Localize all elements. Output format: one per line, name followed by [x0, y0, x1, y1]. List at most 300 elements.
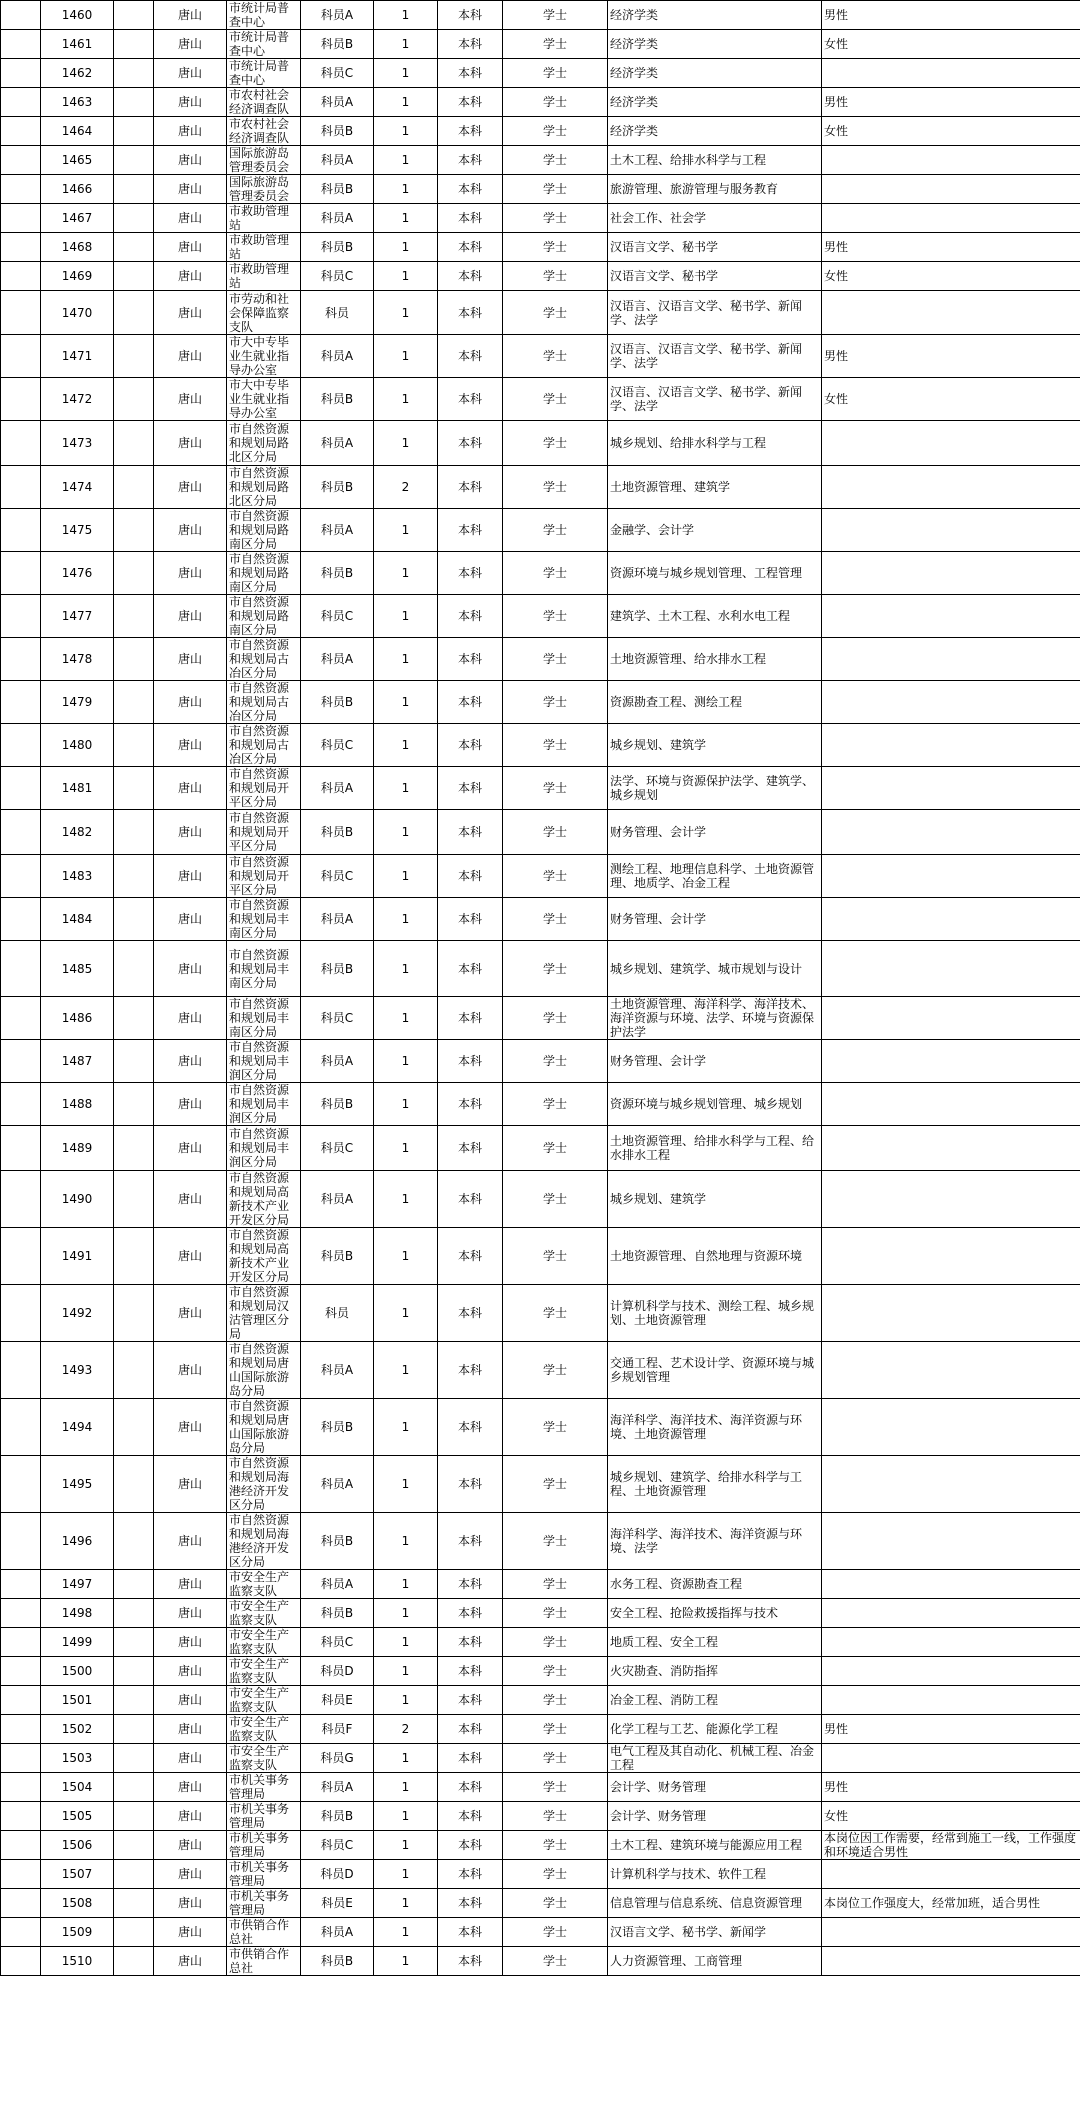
cell-blank — [1, 59, 41, 88]
cell-education: 本科 — [438, 146, 503, 175]
cell-conditions — [822, 767, 1080, 810]
cell-id: 1461 — [41, 30, 114, 59]
cell-conditions — [822, 1947, 1080, 1976]
cell-city: 唐山 — [154, 595, 227, 638]
cell-conditions — [822, 59, 1080, 88]
cell-post: 科员B — [301, 1228, 374, 1285]
cell-education: 本科 — [438, 1889, 503, 1918]
cell-education: 本科 — [438, 855, 503, 898]
table-body — [1, 1, 1080, 1976]
cell-education: 本科 — [438, 898, 503, 941]
cell-post: 科员B — [301, 1399, 374, 1456]
cell-unit: 市救助管理站 — [227, 262, 301, 291]
cell-count: 1 — [374, 681, 438, 724]
cell-blank — [1, 466, 41, 509]
cell-unit: 市自然资源和规划局路南区分局 — [227, 509, 301, 552]
cell-blank — [1, 335, 41, 378]
cell-id: 1477 — [41, 595, 114, 638]
cell-city: 唐山 — [154, 1040, 227, 1083]
cell-blank — [1, 1715, 41, 1744]
table-row — [1, 30, 1080, 59]
cell-education: 本科 — [438, 1228, 503, 1285]
cell-major: 城乡规划、建筑学 — [608, 724, 822, 767]
cell-count: 1 — [374, 1456, 438, 1513]
cell-blank — [114, 724, 154, 767]
cell-blank — [114, 638, 154, 681]
cell-education: 本科 — [438, 552, 503, 595]
cell-conditions: 女性 — [822, 1802, 1080, 1831]
cell-unit: 市自然资源和规划局路北区分局 — [227, 466, 301, 509]
cell-major: 交通工程、艺术设计学、资源环境与城乡规划管理 — [608, 1342, 822, 1399]
cell-blank — [114, 898, 154, 941]
cell-degree: 学士 — [503, 1570, 608, 1599]
cell-id: 1474 — [41, 466, 114, 509]
cell-unit: 市自然资源和规划局高新技术产业开发区分局 — [227, 1228, 301, 1285]
cell-blank — [114, 1285, 154, 1342]
cell-education: 本科 — [438, 509, 503, 552]
cell-blank — [114, 595, 154, 638]
table-row — [1, 262, 1080, 291]
cell-count: 1 — [374, 378, 438, 421]
cell-blank — [1, 1513, 41, 1570]
table-row — [1, 204, 1080, 233]
cell-education: 本科 — [438, 767, 503, 810]
cell-post: 科员 — [301, 291, 374, 335]
cell-id: 1489 — [41, 1126, 114, 1171]
cell-major: 经济学类 — [608, 30, 822, 59]
cell-conditions — [822, 1399, 1080, 1456]
cell-count: 1 — [374, 595, 438, 638]
cell-city: 唐山 — [154, 509, 227, 552]
cell-education: 本科 — [438, 997, 503, 1040]
cell-city: 唐山 — [154, 88, 227, 117]
cell-count: 1 — [374, 1628, 438, 1657]
cell-count: 1 — [374, 1599, 438, 1628]
cell-city: 唐山 — [154, 1456, 227, 1513]
cell-city: 唐山 — [154, 1599, 227, 1628]
cell-education: 本科 — [438, 88, 503, 117]
table-row — [1, 88, 1080, 117]
cell-post: 科员C — [301, 1831, 374, 1860]
cell-conditions: 本岗位因工作需要，经常到施工一线，工作强度和环境适合男性 — [822, 1831, 1080, 1860]
cell-degree: 学士 — [503, 378, 608, 421]
cell-blank — [1, 898, 41, 941]
cell-blank — [1, 1126, 41, 1171]
cell-unit: 市救助管理站 — [227, 204, 301, 233]
cell-major: 土木工程、建筑环境与能源应用工程 — [608, 1831, 822, 1860]
cell-education: 本科 — [438, 595, 503, 638]
cell-post: 科员C — [301, 595, 374, 638]
cell-degree: 学士 — [503, 1083, 608, 1126]
cell-degree: 学士 — [503, 681, 608, 724]
cell-blank — [1, 724, 41, 767]
cell-major: 土地资源管理、海洋科学、海洋技术、海洋资源与环境、法学、环境与资源保护法学 — [608, 997, 822, 1040]
cell-blank — [1, 1831, 41, 1860]
table-row — [1, 1126, 1080, 1171]
cell-id: 1498 — [41, 1599, 114, 1628]
cell-blank — [114, 1513, 154, 1570]
cell-major: 建筑学、土木工程、水利水电工程 — [608, 595, 822, 638]
cell-blank — [114, 1715, 154, 1744]
cell-unit: 市统计局普查中心 — [227, 1, 301, 30]
cell-id: 1487 — [41, 1040, 114, 1083]
cell-city: 唐山 — [154, 1744, 227, 1773]
table-row — [1, 233, 1080, 262]
table-row — [1, 117, 1080, 146]
cell-count: 1 — [374, 1657, 438, 1686]
cell-conditions — [822, 1657, 1080, 1686]
table-row — [1, 1947, 1080, 1976]
cell-post: 科员G — [301, 1744, 374, 1773]
cell-conditions — [822, 175, 1080, 204]
cell-count: 1 — [374, 767, 438, 810]
cell-education: 本科 — [438, 1285, 503, 1342]
cell-unit: 国际旅游岛管理委员会 — [227, 175, 301, 204]
cell-conditions — [822, 1513, 1080, 1570]
cell-city: 唐山 — [154, 335, 227, 378]
cell-major: 信息管理与信息系统、信息资源管理 — [608, 1889, 822, 1918]
cell-unit: 市自然资源和规划局丰南区分局 — [227, 997, 301, 1040]
table-row — [1, 1802, 1080, 1831]
cell-unit: 市自然资源和规划局丰润区分局 — [227, 1040, 301, 1083]
cell-post: 科员 — [301, 1285, 374, 1342]
cell-count: 1 — [374, 421, 438, 466]
cell-conditions — [822, 810, 1080, 855]
table-row — [1, 810, 1080, 855]
cell-unit: 市自然资源和规划局开平区分局 — [227, 767, 301, 810]
cell-blank — [114, 1342, 154, 1399]
cell-major: 经济学类 — [608, 1, 822, 30]
cell-degree: 学士 — [503, 724, 608, 767]
cell-education: 本科 — [438, 59, 503, 88]
cell-count: 1 — [374, 898, 438, 941]
cell-unit: 市供销合作总社 — [227, 1918, 301, 1947]
table-row — [1, 1773, 1080, 1802]
cell-unit: 市自然资源和规划局开平区分局 — [227, 810, 301, 855]
cell-degree: 学士 — [503, 1513, 608, 1570]
cell-city: 唐山 — [154, 638, 227, 681]
cell-post: 科员B — [301, 466, 374, 509]
cell-conditions — [822, 1083, 1080, 1126]
cell-unit: 市自然资源和规划局路北区分局 — [227, 421, 301, 466]
cell-id: 1484 — [41, 898, 114, 941]
cell-education: 本科 — [438, 1686, 503, 1715]
table-row — [1, 146, 1080, 175]
cell-city: 唐山 — [154, 1773, 227, 1802]
cell-conditions: 男性 — [822, 233, 1080, 262]
table-row — [1, 552, 1080, 595]
cell-blank — [114, 1947, 154, 1976]
cell-blank — [114, 1456, 154, 1513]
cell-conditions — [822, 941, 1080, 997]
cell-education: 本科 — [438, 1126, 503, 1171]
cell-unit: 市统计局普查中心 — [227, 59, 301, 88]
cell-unit: 市救助管理站 — [227, 233, 301, 262]
cell-count: 1 — [374, 1744, 438, 1773]
cell-blank — [114, 378, 154, 421]
cell-major: 城乡规划、建筑学 — [608, 1171, 822, 1228]
cell-id: 1504 — [41, 1773, 114, 1802]
cell-unit: 市机关事务管理局 — [227, 1773, 301, 1802]
cell-conditions: 女性 — [822, 262, 1080, 291]
table-row — [1, 1599, 1080, 1628]
cell-blank — [114, 1228, 154, 1285]
cell-degree: 学士 — [503, 810, 608, 855]
cell-city: 唐山 — [154, 175, 227, 204]
cell-conditions — [822, 291, 1080, 335]
cell-city: 唐山 — [154, 1657, 227, 1686]
cell-blank — [114, 1773, 154, 1802]
cell-id: 1467 — [41, 204, 114, 233]
cell-count: 1 — [374, 552, 438, 595]
cell-degree: 学士 — [503, 466, 608, 509]
cell-post: 科员C — [301, 997, 374, 1040]
cell-degree: 学士 — [503, 1599, 608, 1628]
cell-city: 唐山 — [154, 1802, 227, 1831]
cell-count: 1 — [374, 1889, 438, 1918]
cell-count: 1 — [374, 941, 438, 997]
cell-unit: 市自然资源和规划局唐山国际旅游岛分局 — [227, 1342, 301, 1399]
cell-degree: 学士 — [503, 421, 608, 466]
cell-blank — [114, 997, 154, 1040]
cell-city: 唐山 — [154, 30, 227, 59]
cell-degree: 学士 — [503, 552, 608, 595]
cell-city: 唐山 — [154, 59, 227, 88]
cell-degree: 学士 — [503, 1126, 608, 1171]
cell-unit: 市自然资源和规划局路南区分局 — [227, 595, 301, 638]
cell-post: 科员A — [301, 1171, 374, 1228]
cell-major: 资源勘查工程、测绘工程 — [608, 681, 822, 724]
cell-blank — [1, 175, 41, 204]
cell-unit: 市机关事务管理局 — [227, 1831, 301, 1860]
cell-post: 科员A — [301, 898, 374, 941]
cell-city: 唐山 — [154, 1889, 227, 1918]
cell-id: 1479 — [41, 681, 114, 724]
cell-blank — [114, 1860, 154, 1889]
cell-education: 本科 — [438, 1918, 503, 1947]
cell-unit: 市农村社会经济调查队 — [227, 88, 301, 117]
cell-education: 本科 — [438, 1715, 503, 1744]
cell-id: 1488 — [41, 1083, 114, 1126]
cell-conditions: 本岗位工作强度大，经常加班，适合男性 — [822, 1889, 1080, 1918]
table-row — [1, 1285, 1080, 1342]
cell-blank — [114, 175, 154, 204]
cell-degree: 学士 — [503, 1657, 608, 1686]
cell-major: 财务管理、会计学 — [608, 1040, 822, 1083]
cell-major: 土木工程、给排水科学与工程 — [608, 146, 822, 175]
cell-id: 1475 — [41, 509, 114, 552]
cell-unit: 市自然资源和规划局丰南区分局 — [227, 898, 301, 941]
cell-post: 科员A — [301, 1040, 374, 1083]
cell-blank — [114, 1083, 154, 1126]
cell-conditions: 男性 — [822, 335, 1080, 378]
cell-city: 唐山 — [154, 204, 227, 233]
cell-major: 会计学、财务管理 — [608, 1773, 822, 1802]
cell-count: 2 — [374, 466, 438, 509]
cell-unit: 市大中专毕业生就业指导办公室 — [227, 335, 301, 378]
cell-city: 唐山 — [154, 898, 227, 941]
cell-education: 本科 — [438, 233, 503, 262]
cell-conditions — [822, 1744, 1080, 1773]
cell-education: 本科 — [438, 262, 503, 291]
cell-conditions — [822, 1342, 1080, 1399]
cell-major: 海洋科学、海洋技术、海洋资源与环境、法学 — [608, 1513, 822, 1570]
cell-id: 1470 — [41, 291, 114, 335]
cell-city: 唐山 — [154, 1083, 227, 1126]
cell-major: 土地资源管理、自然地理与资源环境 — [608, 1228, 822, 1285]
cell-blank — [114, 1570, 154, 1599]
cell-degree: 学士 — [503, 1040, 608, 1083]
cell-id: 1495 — [41, 1456, 114, 1513]
cell-education: 本科 — [438, 1171, 503, 1228]
cell-degree: 学士 — [503, 595, 608, 638]
cell-blank — [114, 30, 154, 59]
cell-degree: 学士 — [503, 1802, 608, 1831]
cell-major: 汉语言文学、秘书学 — [608, 262, 822, 291]
cell-post: 科员C — [301, 855, 374, 898]
cell-blank — [1, 1, 41, 30]
cell-degree: 学士 — [503, 233, 608, 262]
cell-id: 1469 — [41, 262, 114, 291]
cell-degree: 学士 — [503, 1628, 608, 1657]
cell-id: 1503 — [41, 1744, 114, 1773]
cell-post: 科员B — [301, 941, 374, 997]
cell-education: 本科 — [438, 204, 503, 233]
cell-post: 科员F — [301, 1715, 374, 1744]
table-row — [1, 1715, 1080, 1744]
cell-degree: 学士 — [503, 1, 608, 30]
cell-blank — [114, 1399, 154, 1456]
cell-education: 本科 — [438, 1657, 503, 1686]
cell-post: 科员A — [301, 1342, 374, 1399]
cell-post: 科员A — [301, 146, 374, 175]
cell-blank — [1, 1860, 41, 1889]
cell-count: 1 — [374, 88, 438, 117]
cell-id: 1509 — [41, 1918, 114, 1947]
cell-id: 1491 — [41, 1228, 114, 1285]
cell-degree: 学士 — [503, 1342, 608, 1399]
cell-blank — [114, 1126, 154, 1171]
cell-count: 1 — [374, 59, 438, 88]
cell-blank — [1, 1040, 41, 1083]
cell-id: 1492 — [41, 1285, 114, 1342]
cell-id: 1485 — [41, 941, 114, 997]
cell-education: 本科 — [438, 638, 503, 681]
cell-city: 唐山 — [154, 552, 227, 595]
cell-id: 1501 — [41, 1686, 114, 1715]
cell-blank — [1, 1947, 41, 1976]
cell-city: 唐山 — [154, 1947, 227, 1976]
cell-blank — [1, 378, 41, 421]
cell-post: 科员B — [301, 1513, 374, 1570]
cell-count: 1 — [374, 855, 438, 898]
cell-blank — [1, 1171, 41, 1228]
cell-degree: 学士 — [503, 855, 608, 898]
cell-id: 1466 — [41, 175, 114, 204]
cell-blank — [1, 595, 41, 638]
cell-education: 本科 — [438, 291, 503, 335]
cell-major: 城乡规划、建筑学、给排水科学与工程、土地资源管理 — [608, 1456, 822, 1513]
cell-blank — [114, 681, 154, 724]
cell-count: 1 — [374, 146, 438, 175]
cell-unit: 市自然资源和规划局古冶区分局 — [227, 681, 301, 724]
cell-blank — [1, 681, 41, 724]
cell-unit: 市自然资源和规划局路南区分局 — [227, 552, 301, 595]
table-row — [1, 681, 1080, 724]
cell-unit: 市安全生产监察支队 — [227, 1715, 301, 1744]
cell-post: 科员A — [301, 509, 374, 552]
cell-post: 科员E — [301, 1889, 374, 1918]
cell-degree: 学士 — [503, 1744, 608, 1773]
cell-conditions: 女性 — [822, 378, 1080, 421]
cell-city: 唐山 — [154, 997, 227, 1040]
cell-id: 1506 — [41, 1831, 114, 1860]
cell-major: 会计学、财务管理 — [608, 1802, 822, 1831]
cell-city: 唐山 — [154, 1126, 227, 1171]
cell-post: 科员B — [301, 117, 374, 146]
cell-major: 土地资源管理、给排水科学与工程、给水排水工程 — [608, 1126, 822, 1171]
table-row — [1, 1083, 1080, 1126]
cell-blank — [114, 1889, 154, 1918]
cell-degree: 学士 — [503, 175, 608, 204]
cell-degree: 学士 — [503, 1171, 608, 1228]
cell-post: 科员A — [301, 88, 374, 117]
cell-post: 科员C — [301, 1126, 374, 1171]
cell-blank — [1, 1773, 41, 1802]
cell-conditions — [822, 681, 1080, 724]
cell-unit: 市安全生产监察支队 — [227, 1599, 301, 1628]
cell-degree: 学士 — [503, 997, 608, 1040]
cell-conditions — [822, 204, 1080, 233]
cell-id: 1468 — [41, 233, 114, 262]
cell-blank — [1, 1342, 41, 1399]
cell-degree: 学士 — [503, 1831, 608, 1860]
cell-id: 1507 — [41, 1860, 114, 1889]
cell-unit: 市供销合作总社 — [227, 1947, 301, 1976]
cell-education: 本科 — [438, 1570, 503, 1599]
cell-degree: 学士 — [503, 638, 608, 681]
cell-conditions — [822, 1228, 1080, 1285]
cell-blank — [114, 146, 154, 175]
cell-conditions — [822, 1126, 1080, 1171]
cell-post: 科员C — [301, 724, 374, 767]
cell-education: 本科 — [438, 681, 503, 724]
cell-post: 科员A — [301, 1456, 374, 1513]
cell-unit: 市安全生产监察支队 — [227, 1570, 301, 1599]
cell-count: 1 — [374, 175, 438, 204]
cell-major: 火灾勘查、消防指挥 — [608, 1657, 822, 1686]
cell-conditions — [822, 146, 1080, 175]
cell-blank — [114, 1599, 154, 1628]
cell-post: 科员D — [301, 1657, 374, 1686]
cell-major: 土地资源管理、给水排水工程 — [608, 638, 822, 681]
cell-id: 1478 — [41, 638, 114, 681]
cell-count: 1 — [374, 1513, 438, 1570]
cell-major: 资源环境与城乡规划管理、城乡规划 — [608, 1083, 822, 1126]
table-row — [1, 1342, 1080, 1399]
cell-id: 1500 — [41, 1657, 114, 1686]
cell-city: 唐山 — [154, 767, 227, 810]
table-row — [1, 466, 1080, 509]
cell-degree: 学士 — [503, 146, 608, 175]
table-row — [1, 855, 1080, 898]
cell-id: 1490 — [41, 1171, 114, 1228]
table-row — [1, 175, 1080, 204]
cell-blank — [114, 1628, 154, 1657]
table-row — [1, 767, 1080, 810]
cell-blank — [1, 88, 41, 117]
cell-major: 冶金工程、消防工程 — [608, 1686, 822, 1715]
